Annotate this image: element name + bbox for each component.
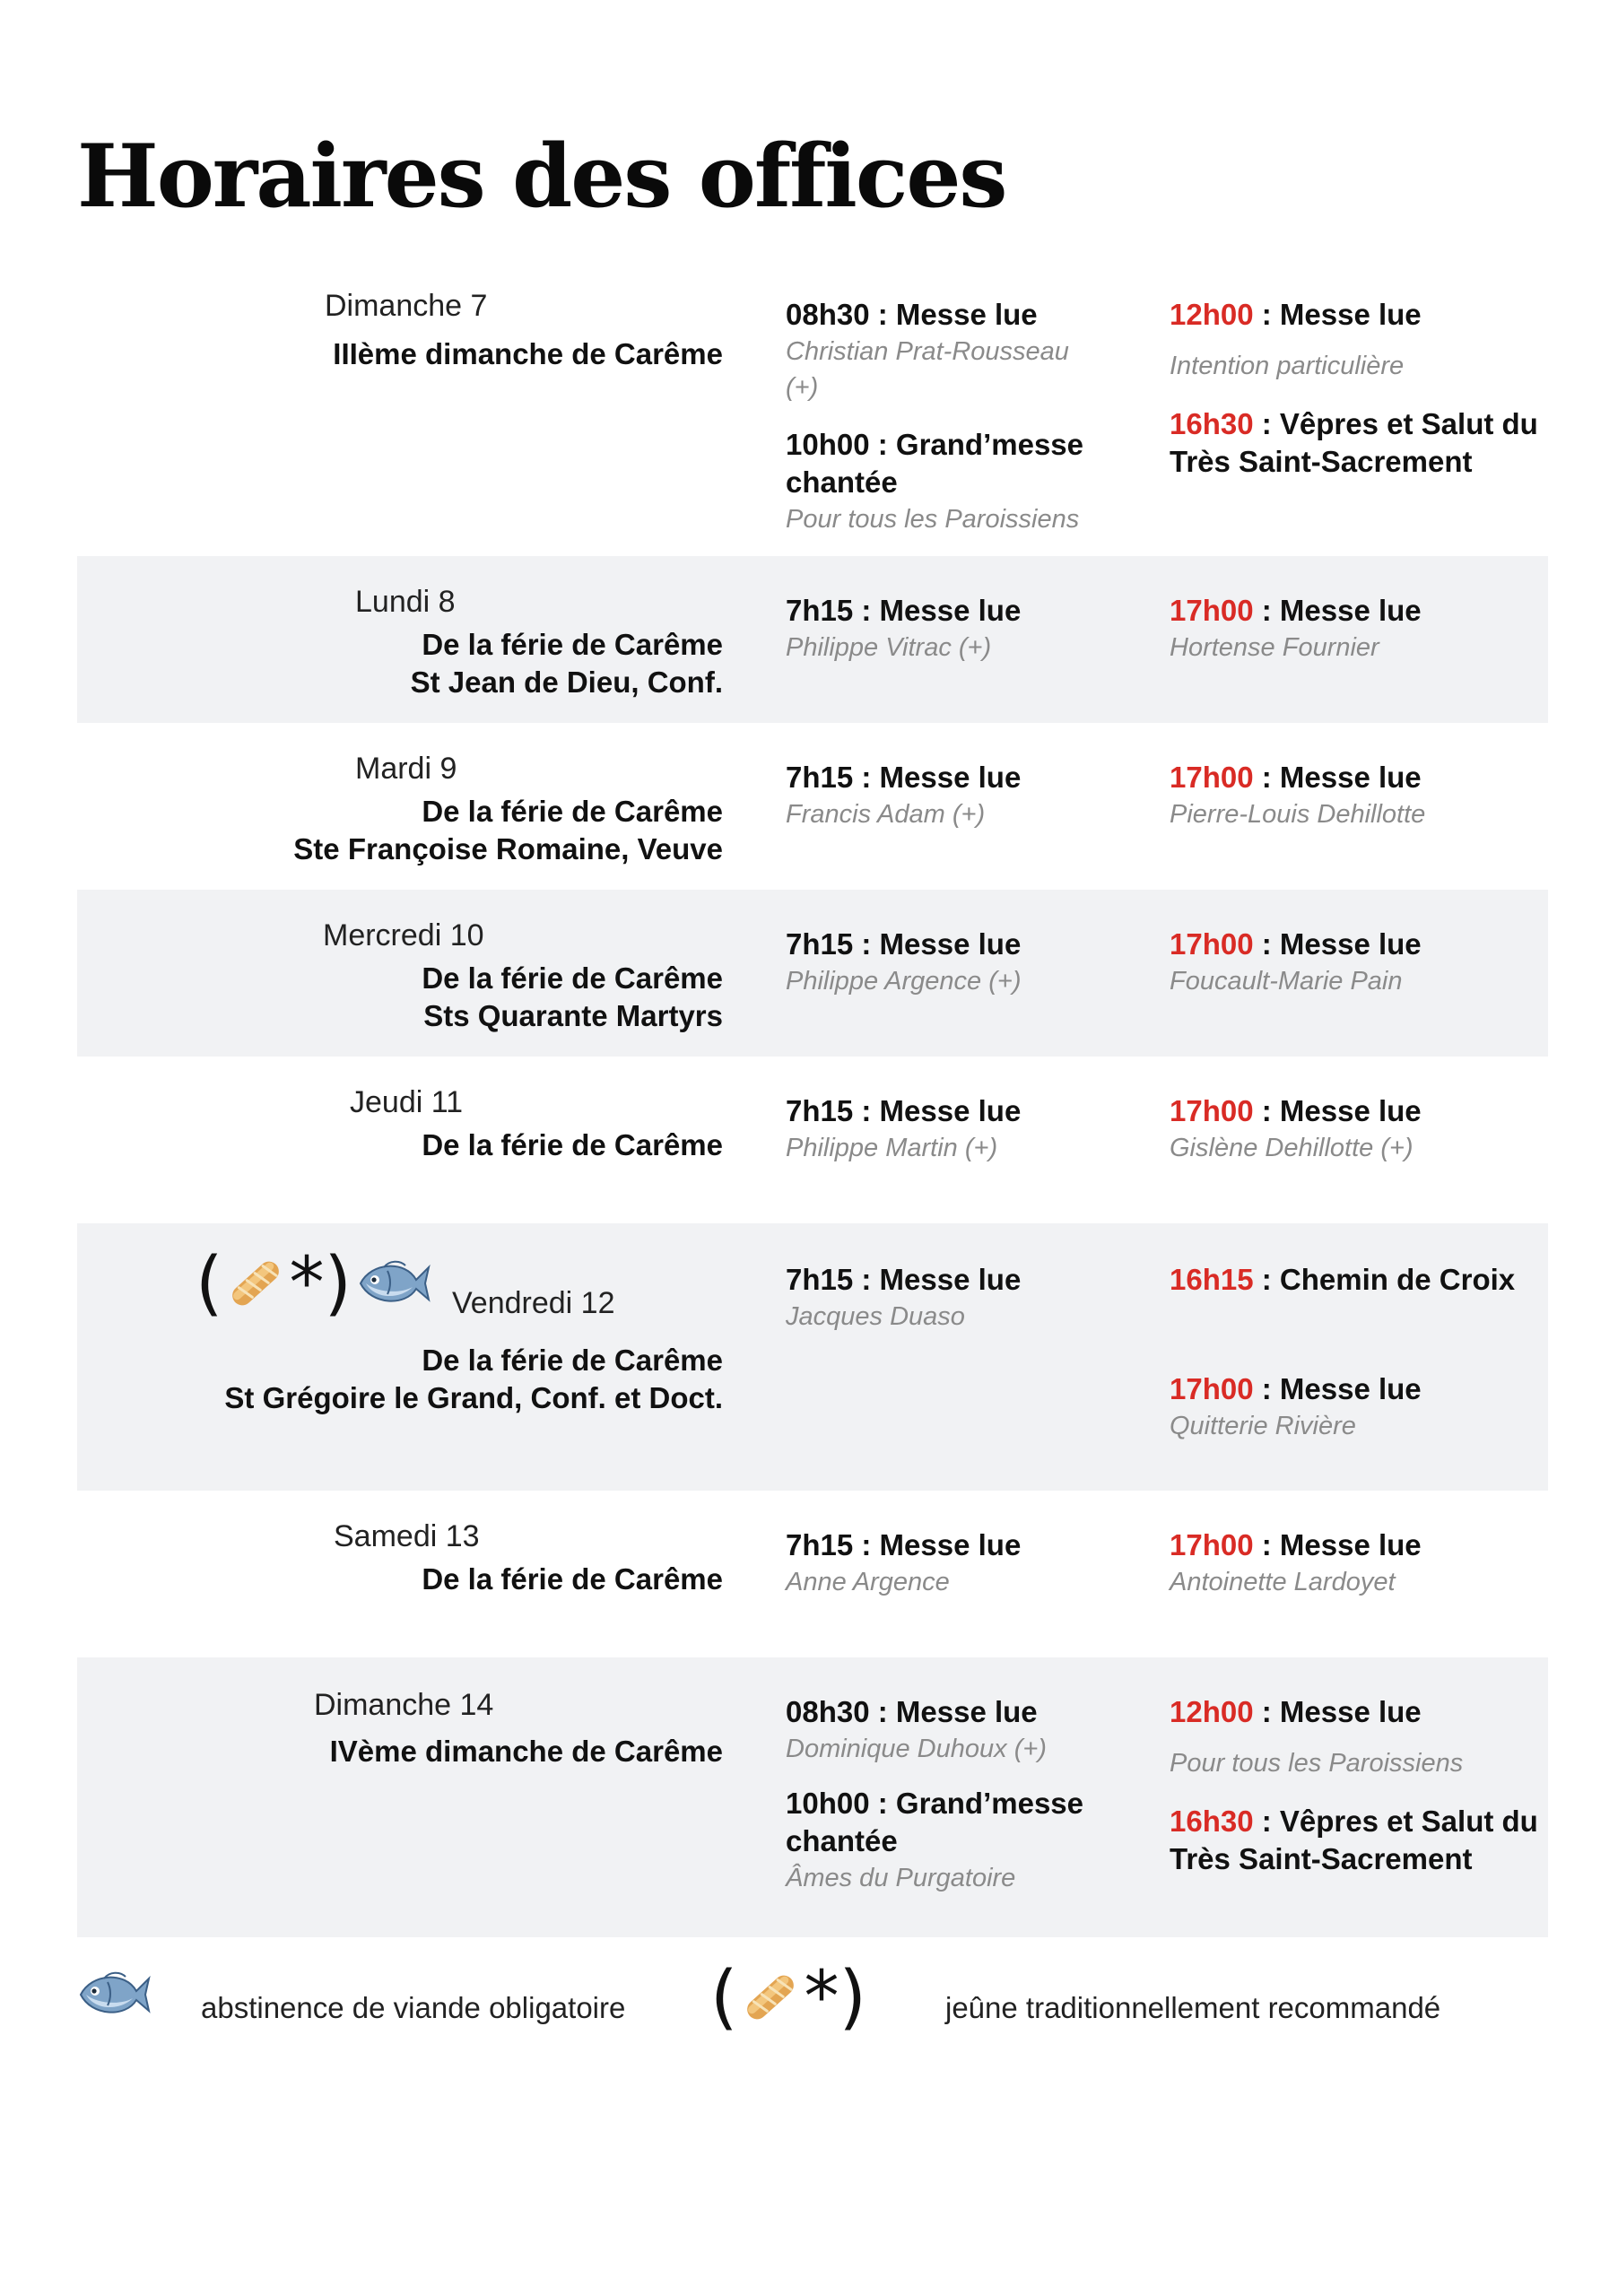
service-label: Messe lue [1279, 927, 1422, 961]
feast-title: Sts Quarante Martyrs [423, 999, 723, 1032]
legend [77, 1957, 1548, 2056]
feast-title: Ste Françoise Romaine, Veuve [293, 832, 723, 865]
intention: Quitterie Rivière [1170, 1412, 1356, 1440]
intention: Âmes du Purgatoire [786, 1864, 1016, 1892]
day-row [77, 1657, 1548, 1937]
service-time: 7h15 [786, 1094, 854, 1127]
feast-title: St Grégoire le Grand, Conf. et Doct. [224, 1381, 723, 1414]
service-slot: 7h15 : Messe lue Philippe Vitrac (+) [786, 592, 1144, 665]
feast-title: De la férie de Carême [422, 1128, 723, 1161]
baguette-icon [224, 1252, 287, 1315]
service-slot: 08h30 : Messe lue Dominique Duhoux (+) [786, 1693, 1144, 1767]
service-time: 16h30 [1170, 407, 1254, 440]
service-slot: 17h00 : Messe lue Foucault-Marie Pain [1170, 926, 1528, 999]
intention: Pierre-Louis Dehillotte [1170, 800, 1426, 829]
feast-title: De la férie de Carême [422, 1344, 723, 1377]
service-label: Chemin de Croix [1279, 1263, 1516, 1296]
service-time: 16h15 [1170, 1263, 1254, 1296]
service-label: Messe lue [1279, 1372, 1422, 1405]
service-label: Messe lue [879, 927, 1022, 961]
day-row [77, 1057, 1548, 1223]
day-name: Dimanche 7 [325, 289, 488, 323]
service-label: Messe lue [895, 1695, 1038, 1728]
service-time: 7h15 [786, 1528, 854, 1561]
service-label: Messe lue [1279, 761, 1422, 794]
service-slot: 16h15 : Chemin de Croix [1170, 1263, 1516, 1296]
day-row [77, 890, 1548, 1057]
service-slot: 10h00 : Grand’messe chantée Âmes du Purgatoire [786, 1785, 1144, 1896]
fast-open-paren: ( [710, 1957, 738, 2038]
service-slot: 12h00 : Messe lue Pour tous les Paroissiens [1170, 1693, 1528, 1781]
service-time: 17h00 [1170, 761, 1254, 794]
intention: Hortense Fournier [1170, 633, 1379, 662]
day-row [77, 278, 1548, 556]
service-label: Messe lue [1279, 1094, 1422, 1127]
service-time: 12h00 [1170, 1695, 1254, 1728]
intention: Philippe Argence (+) [786, 967, 1022, 996]
baguette-icon [739, 1966, 802, 2029]
feast-title: IIIème dimanche de Carême [333, 337, 723, 370]
day-name: Mardi 9 [355, 752, 457, 786]
service-time: 08h30 [786, 298, 870, 331]
day-row [77, 1223, 1548, 1491]
feast-title: St Jean de Dieu, Conf. [410, 665, 723, 699]
fasting-marks [196, 1243, 431, 1324]
service-label: Grand’messe chantée [786, 1787, 1084, 1857]
service-time: 7h15 [786, 1263, 854, 1296]
service-slot: 17h00 : Messe lue Gislène Dehillotte (+) [1170, 1092, 1528, 1166]
service-time: 16h30 [1170, 1805, 1254, 1838]
service-slot: 08h30 : Messe lue Christian Prat-Rousseau (+) [786, 296, 1144, 405]
intention: Philippe Martin (+) [786, 1134, 998, 1162]
service-label: Vêpres et Salut du Très Saint-Sacrement [1170, 1805, 1538, 1875]
feast-title: De la férie de Carême [422, 795, 723, 828]
fast-close-paren: *) [804, 1957, 866, 2038]
intention: Intention particulière [1170, 352, 1405, 380]
feast-title: De la férie de Carême [422, 961, 723, 995]
service-slot: 7h15 : Messe lue Jacques Duaso [786, 1261, 1144, 1335]
fish-icon [357, 1255, 431, 1312]
service-slot: 16h30 : Vêpres et Salut du Très Saint-Sacrement [1170, 1805, 1538, 1875]
service-slot: 17h00 : Messe lue Quitterie Rivière [1170, 1370, 1528, 1444]
service-time: 10h00 [786, 1787, 870, 1820]
feast-title: IVème dimanche de Carême [329, 1735, 723, 1768]
service-time: 17h00 [1170, 927, 1254, 961]
day-name: Dimanche 14 [314, 1688, 494, 1722]
day-row [77, 556, 1548, 723]
service-slot: 10h00 : Grand’messe chantée Pour tous les Paroissiens [786, 426, 1144, 537]
service-time: 17h00 [1170, 594, 1254, 627]
feast-title: De la férie de Carême [422, 628, 723, 661]
page-title: Horaires des offices [77, 126, 1006, 227]
service-label: Messe lue [879, 594, 1022, 627]
legend-fish-text: abstinence de viande obligatoire [201, 1991, 626, 2024]
intention: Foucault-Marie Pain [1170, 967, 1403, 996]
service-slot: 17h00 : Messe lue Pierre-Louis Dehillotte [1170, 759, 1528, 832]
intention: Antoinette Lardoyet [1170, 1568, 1396, 1596]
intention: Pour tous les Paroissiens [786, 505, 1080, 534]
day-name: Vendredi 12 [452, 1286, 615, 1320]
feast-title: De la férie de Carême [422, 1562, 723, 1596]
service-label: Messe lue [1279, 1528, 1422, 1561]
service-label: Messe lue [1279, 1695, 1422, 1728]
service-label: Messe lue [879, 761, 1022, 794]
service-slot: 7h15 : Messe lue Francis Adam (+) [786, 759, 1144, 832]
intention: Jacques Duaso [786, 1302, 965, 1331]
service-time: 7h15 [786, 761, 854, 794]
service-time: 10h00 [786, 428, 870, 461]
service-time: 12h00 [1170, 298, 1254, 331]
service-label: Vêpres et Salut du Très Saint-Sacrement [1170, 407, 1538, 478]
day-row [77, 723, 1548, 890]
intention: Pour tous les Paroissiens [1170, 1749, 1464, 1778]
service-time: 7h15 [786, 594, 854, 627]
intention: Francis Adam (+) [786, 800, 986, 829]
service-slot: 7h15 : Messe lue Anne Argence [786, 1526, 1144, 1600]
service-label: Messe lue [1279, 298, 1422, 331]
day-row [77, 1491, 1548, 1657]
service-slot: 7h15 : Messe lue Philippe Martin (+) [786, 1092, 1144, 1166]
service-label: Messe lue [895, 298, 1038, 331]
day-name: Lundi 8 [355, 585, 456, 619]
service-time: 7h15 [786, 927, 854, 961]
service-label: Messe lue [879, 1528, 1022, 1561]
service-label: Messe lue [879, 1094, 1022, 1127]
service-label: Messe lue [1279, 594, 1422, 627]
legend-fast-text: jeûne traditionnellement recommandé [945, 1991, 1441, 2024]
legend-fasting-marks [710, 1957, 866, 2038]
service-time: 08h30 [786, 1695, 870, 1728]
service-slot: 17h00 : Messe lue Antoinette Lardoyet [1170, 1526, 1528, 1600]
intention: Gislène Dehillotte (+) [1170, 1134, 1414, 1162]
fast-open-paren: ( [196, 1243, 223, 1324]
day-name: Jeudi 11 [350, 1085, 464, 1119]
service-slot: 17h00 : Messe lue Hortense Fournier [1170, 592, 1528, 665]
service-slot: 12h00 : Messe lue Intention particulière [1170, 296, 1528, 384]
fish-icon [77, 1966, 151, 2023]
intention: Dominique Duhoux (+) [786, 1735, 1047, 1763]
fast-close-paren: *) [289, 1243, 352, 1324]
service-time: 17h00 [1170, 1372, 1254, 1405]
day-name: Mercredi 10 [323, 918, 484, 952]
service-label: Grand’messe chantée [786, 428, 1084, 499]
intention: Anne Argence [786, 1568, 950, 1596]
intention: Christian Prat-Rousseau (+) [786, 337, 1069, 402]
service-slot: 7h15 : Messe lue Philippe Argence (+) [786, 926, 1144, 999]
service-slot: 16h30 : Vêpres et Salut du Très Saint-Sacrement [1170, 407, 1538, 478]
service-label: Messe lue [879, 1263, 1022, 1296]
service-time: 17h00 [1170, 1094, 1254, 1127]
service-time: 17h00 [1170, 1528, 1254, 1561]
day-name: Samedi 13 [334, 1519, 480, 1553]
intention: Philippe Vitrac (+) [786, 633, 992, 662]
